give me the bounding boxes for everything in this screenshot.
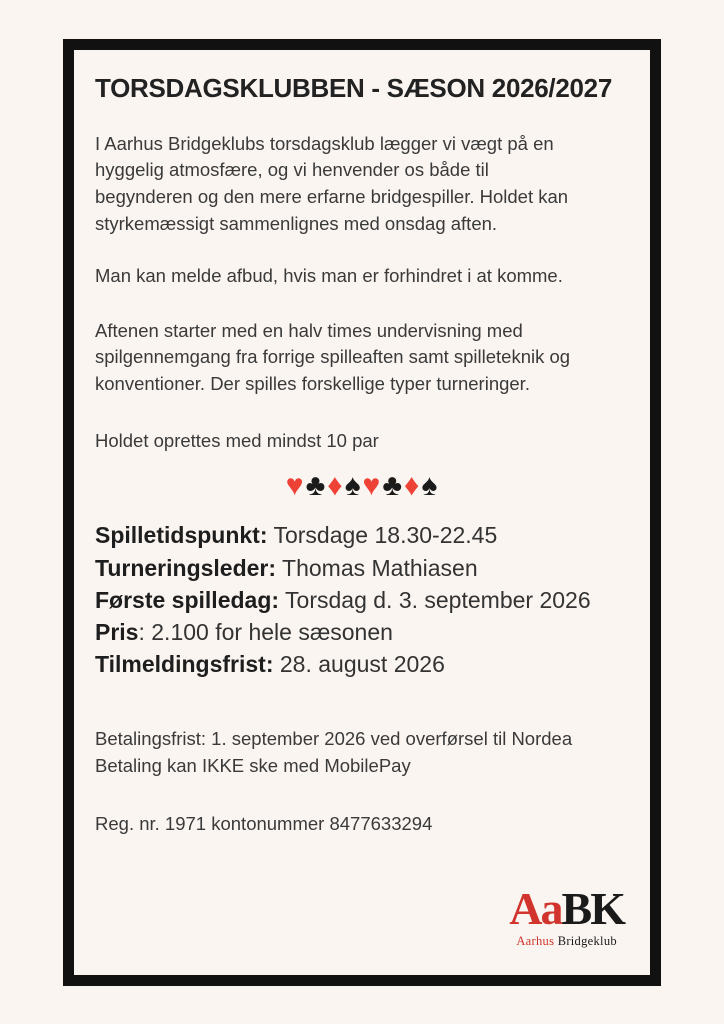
detail-label: Første spilledag: bbox=[95, 586, 280, 613]
spade-suit-icon: ♠ bbox=[344, 468, 363, 502]
intro-line: I Aarhus Bridgeklubs torsdagsklub lægger vi vægt på en bbox=[95, 132, 554, 154]
club-logo-subtitle bbox=[509, 934, 624, 949]
club-logo-wordmark bbox=[509, 883, 624, 934]
evening-line: konventioner. Der spilles forskellige typer turneringer. bbox=[95, 373, 530, 395]
intro-line: begynderen og den mere erfarne bridgespiller. Holdet kan bbox=[95, 186, 569, 208]
poster-frame bbox=[63, 39, 661, 986]
event-details bbox=[95, 519, 630, 680]
heart-suit-icon: ♥ bbox=[285, 468, 306, 502]
payment-info bbox=[95, 726, 630, 780]
intro-paragraph bbox=[95, 131, 630, 238]
evening-description bbox=[95, 318, 630, 398]
intro-line: hyggelig atmosfære, og vi henvender os både til bbox=[95, 159, 489, 181]
logo-bk-text: BK bbox=[561, 883, 624, 934]
logo-sub-aarhus: Aarhus bbox=[516, 934, 555, 948]
club-suit-icon: ♣ bbox=[305, 468, 328, 502]
detail-row-director bbox=[95, 552, 630, 584]
diamond-suit-icon: ♦ bbox=[327, 468, 345, 502]
detail-value: 28. august 2026 bbox=[279, 651, 445, 678]
diamond-suit-icon: ♦ bbox=[404, 468, 422, 502]
detail-label: Spilletidspunkt: bbox=[95, 522, 268, 549]
heart-suit-icon: ♥ bbox=[362, 468, 383, 502]
spade-suit-icon: ♠ bbox=[421, 468, 440, 502]
logo-aa-text: Aa bbox=[509, 883, 562, 934]
detail-value: : 2.100 for hele sæsonen bbox=[138, 618, 393, 645]
detail-row-registration-deadline bbox=[95, 648, 630, 680]
detail-label: Turneringsleder: bbox=[95, 554, 277, 581]
club-logo bbox=[509, 883, 624, 949]
detail-value: Thomas Mathiasen bbox=[282, 554, 478, 581]
evening-line: spilgennemgang fra forrige spilleaften samt spilleteknik og bbox=[95, 346, 571, 368]
detail-row-playtime bbox=[95, 519, 630, 551]
card-suits-row bbox=[95, 467, 630, 505]
cancellation-note: Man kan melde afbud, hvis man er forhindret i at komme. bbox=[95, 264, 563, 286]
intro-line: styrkemæssigt sammenlignes med onsdag aften. bbox=[95, 212, 498, 234]
bank-account-line: Reg. nr. 1971 kontonummer 8477633294 bbox=[95, 812, 433, 834]
evening-line: Aftenen starter med en halv times undervisning med bbox=[95, 319, 523, 341]
payment-method-line: Betaling kan IKKE ske med MobilePay bbox=[95, 755, 411, 777]
detail-row-first-day bbox=[95, 584, 630, 616]
poster-title: TORSDAGSKLUBBEN - SÆSON 2026/2027 bbox=[95, 73, 612, 103]
detail-row-price bbox=[95, 616, 630, 648]
logo-sub-bridgeklub: Bridgeklub bbox=[557, 934, 617, 948]
club-suit-icon: ♣ bbox=[382, 468, 404, 502]
detail-value: Torsdage 18.30-22.45 bbox=[273, 522, 498, 549]
detail-label: Tilmeldingsfrist: bbox=[95, 651, 274, 678]
detail-label: Pris bbox=[95, 618, 139, 645]
payment-deadline-line: Betalingsfrist: 1. september 2026 ved overførsel til Nordea bbox=[95, 728, 573, 750]
minimum-pairs-note: Holdet oprettes med mindst 10 par bbox=[95, 430, 379, 451]
detail-value: Torsdag d. 3. september 2026 bbox=[285, 586, 591, 613]
